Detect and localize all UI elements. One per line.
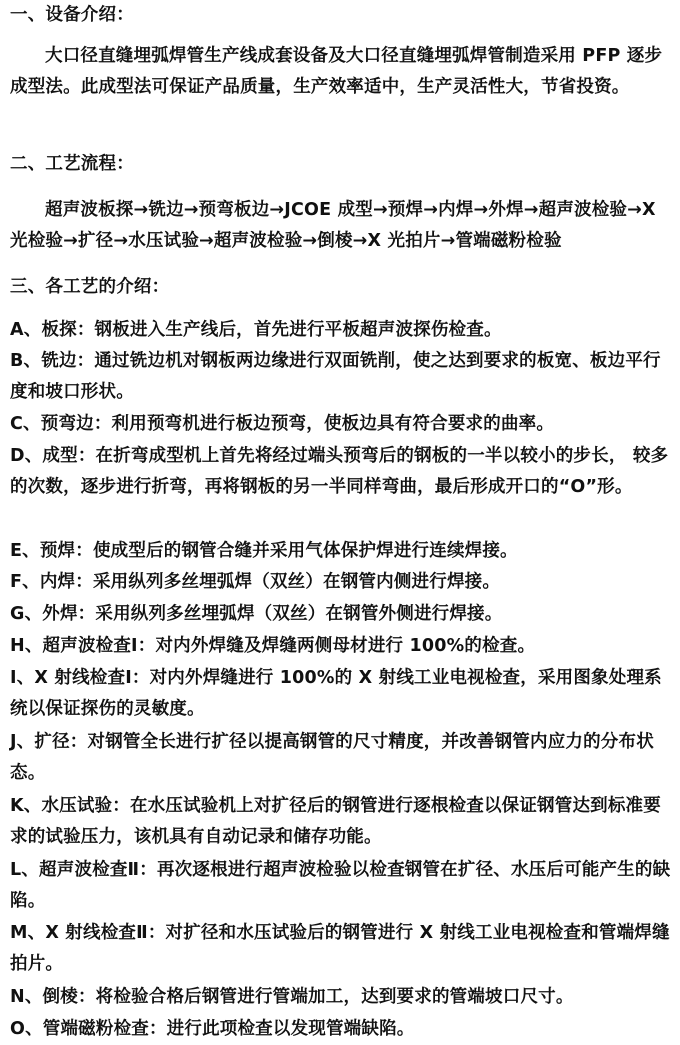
section-paragraph-process: 超声波板探→铣边→预弯板边→JCOE 成型→预焊→内焊→外焊→超声波检验→X 光检验→扩径→水压试验→超声波检验→倒棱→X 光拍片→管端磁粉检验 (10, 200, 656, 251)
section-heading-equipment: 一、设备介绍： (10, 5, 134, 25)
process-step-j: J、扩径：对钢管全长进行扩径以提高钢管的尺寸精度，并改善钢管内应力的分布状态。 (10, 732, 654, 783)
process-step-f: F、内焊：采用纵列多丝埋弧焊（双丝）在钢管内侧进行焊接。 (10, 572, 501, 592)
section-heading-steps: 三、各工艺的介绍： (10, 277, 170, 297)
process-step-a: A、板探：钢板进入生产线后，首先进行平板超声波探伤检查。 (10, 320, 502, 340)
process-step-b: B、铣边：通过铣边机对钢板两边缘进行双面铣削，使之达到要求的板宽、板边平行度和坡口形状。 (10, 351, 661, 402)
process-step-g: G、外焊：采用纵列多丝埋弧焊（双丝）在钢管外侧进行焊接。 (10, 604, 503, 624)
process-step-c: C、预弯边：利用预弯机进行板边预弯，使板边具有符合要求的曲率。 (10, 414, 555, 434)
process-step-n: N、倒棱：将检验合格后钢管进行管端加工，达到要求的管端坡口尺寸。 (10, 987, 574, 1007)
section-heading-process: 二、工艺流程： (10, 154, 134, 174)
process-step-e: E、预焊：使成型后的钢管合缝并采用气体保护焊进行连续焊接。 (10, 541, 518, 561)
section-paragraph-equipment: 大口径直缝埋弧焊管生产线成套设备及大口径直缝埋弧焊管制造采用 PFP 逐步成型法。此成型法可保证产品质量，生产效率适中，生产灵活性大，节省投资。 (10, 46, 663, 97)
process-step-i: I、X 射线检查Ⅰ：对内外焊缝进行 100%的 X 射线工业电视检查，采用图象处理系统以保证探伤的灵敏度。 (10, 668, 662, 719)
process-step-l: L、超声波检查Ⅱ：再次逐根进行超声波检验以检查钢管在扩径、水压后可能产生的缺陷。 (10, 860, 671, 911)
process-step-m: M、X 射线检查Ⅱ：对扩径和水压试验后的钢管进行 X 射线工业电视检查和管端焊缝拍片。 (10, 923, 670, 974)
process-step-o: O、管端磁粉检查：进行此项检查以发现管端缺陷。 (10, 1019, 415, 1039)
process-step-h: H、超声波检查Ⅰ：对内外焊缝及焊缝两侧母材进行 100%的检查。 (10, 636, 536, 656)
process-step-k: K、水压试验：在水压试验机上对扩径后的钢管进行逐根检查以保证钢管达到标准要求的试验压力，该机具有自动记录和储存功能。 (10, 796, 661, 847)
process-step-d: D、成型：在折弯成型机上首先将经过端头预弯后的钢板的一半以较小的步长， 较多的次数，逐步进行折弯，再将钢板的另一半同样弯曲，最后形成开口的“O”形。 (10, 446, 669, 497)
